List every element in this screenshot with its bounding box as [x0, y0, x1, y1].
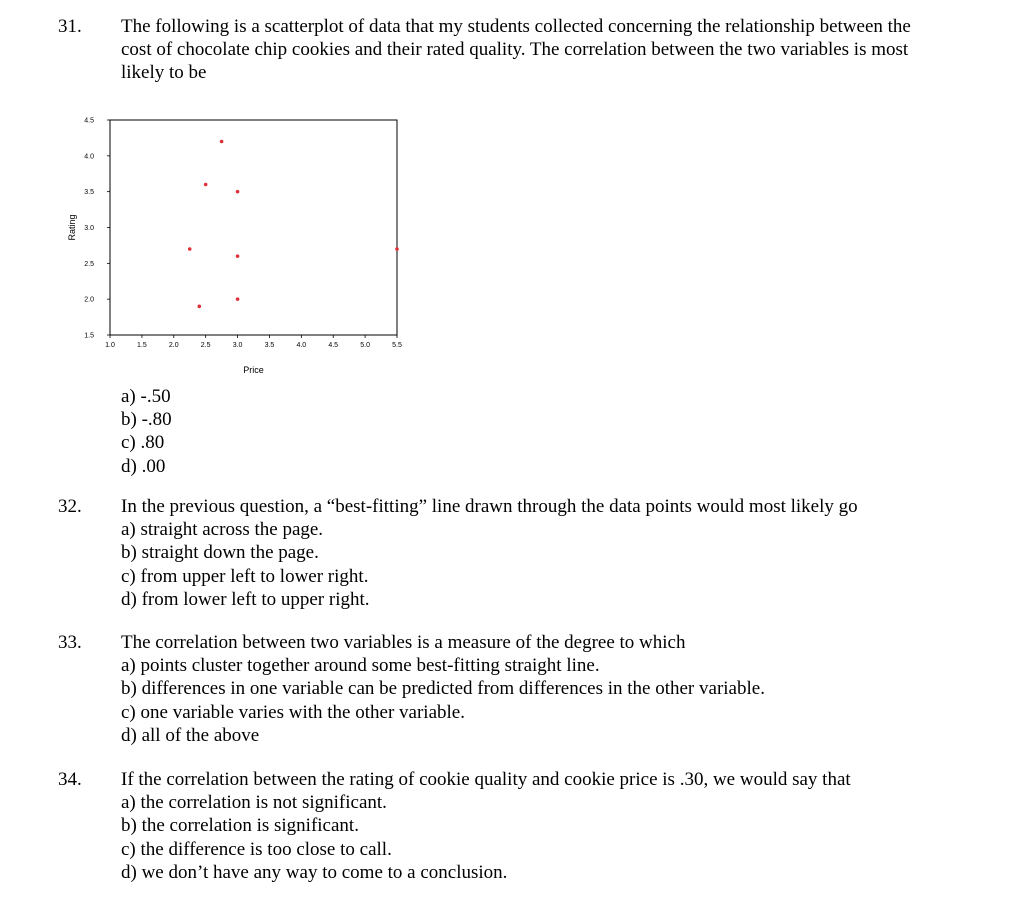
- option-a: a) the correlation is not significant.: [121, 792, 387, 814]
- y-tick-label: 4.5: [84, 117, 94, 125]
- x-axis: [105, 335, 402, 349]
- y-tick-label: 3.0: [84, 225, 94, 232]
- question-stem: [121, 15, 1001, 85]
- data-point: [236, 190, 240, 194]
- y-tick-label: 2.5: [84, 260, 94, 268]
- option-a: a) -.50: [121, 386, 171, 407]
- option-b: b) the correlation is significant.: [121, 815, 359, 837]
- question-stem: [121, 631, 1001, 747]
- question-number: 33.: [58, 632, 82, 653]
- stem-line: likely to be: [121, 62, 207, 84]
- option-c: c) from upper left to lower right.: [121, 565, 369, 587]
- scatterplot-svg: [55, 110, 415, 380]
- stem-line: The correlation between two variables is a measure of the degree to which: [121, 632, 686, 653]
- y-tick-label: 4.0: [84, 153, 94, 161]
- data-point: [188, 247, 192, 251]
- data-point: [197, 305, 201, 309]
- data-point: [220, 140, 224, 144]
- question-number: 34.: [58, 769, 82, 790]
- option-b: b) differences in one variable can be predicted from differences in the other variable.: [121, 678, 765, 700]
- x-tick-label: 5.0: [360, 342, 370, 349]
- stem-line: The following is a scatterplot of data that my students collected concerning the relationship between the: [121, 16, 911, 37]
- question-number: 32.: [58, 496, 82, 517]
- y-tick-label: 2.0: [84, 296, 94, 304]
- x-tick-label: 2.0: [168, 342, 179, 349]
- x-tick-label: 3.0: [232, 342, 243, 349]
- x-tick-label: 1.0: [105, 342, 115, 349]
- x-tick-label: 4.0: [296, 342, 307, 349]
- y-axis-title: Rating: [67, 214, 77, 241]
- option-c: c) .80: [121, 432, 165, 454]
- option-d: d) .00: [121, 455, 166, 477]
- scatterplot: [55, 110, 415, 380]
- question-stem: [121, 768, 1001, 884]
- option-b: b) -.80: [121, 409, 172, 431]
- stem-line: If the correlation between the rating of cookie quality and cookie price is .30, we would say that: [121, 769, 851, 790]
- option-c: c) one variable varies with the other variable.: [121, 701, 465, 723]
- x-tick-label: 1.5: [137, 342, 147, 349]
- y-tick-label: 1.5: [84, 332, 94, 340]
- x-axis-title: Price: [243, 365, 264, 375]
- option-c: c) the difference is too close to call.: [121, 838, 392, 860]
- option-d: d) we don’t have any way to come to a conclusion.: [121, 861, 508, 883]
- data-point: [204, 183, 208, 187]
- x-tick-label: 3.5: [264, 342, 275, 349]
- option-a: a) straight across the page.: [121, 519, 324, 541]
- stem-line: cost of chocolate chip cookies and their rated quality. The correlation between the two variables is most: [121, 39, 909, 61]
- x-tick-label: 4.5: [328, 342, 339, 349]
- x-tick-label: 5.5: [392, 342, 402, 349]
- option-d: d) from lower left to upper right.: [121, 588, 370, 610]
- data-point: [236, 297, 240, 301]
- option-b: b) straight down the page.: [121, 542, 319, 564]
- plot-frame: [110, 120, 397, 335]
- data-point: [236, 254, 240, 258]
- x-tick-label: 2.5: [200, 342, 211, 349]
- y-tick-label: 3.5: [84, 189, 94, 197]
- stem-line: In the previous question, a “best-fitting” line drawn through the data points would most likely go: [121, 496, 858, 517]
- question-stem: [121, 495, 1001, 611]
- data-points: [188, 140, 399, 308]
- data-point: [395, 247, 399, 251]
- option-a: a) points cluster together around some best-fitting straight line.: [121, 655, 600, 677]
- option-d: d) all of the above: [121, 724, 260, 746]
- question-31-options: [121, 385, 172, 478]
- question-number: 31.: [58, 16, 82, 37]
- y-axis: [84, 118, 110, 340]
